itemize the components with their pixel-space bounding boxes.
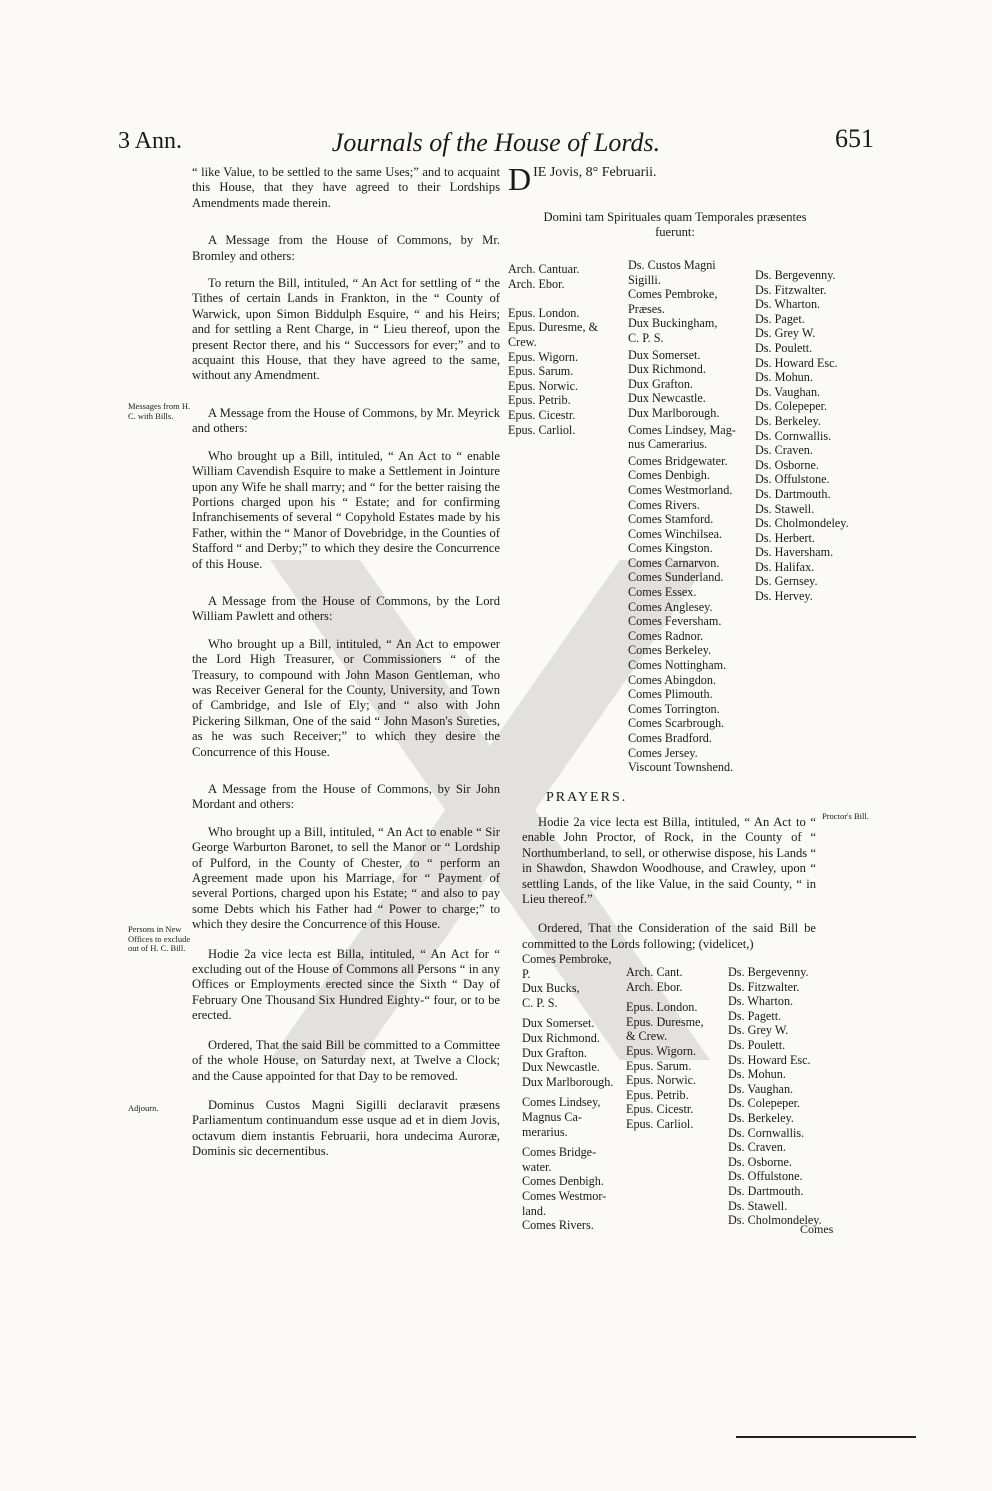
list-item: Ds. Offulstone. bbox=[728, 1169, 803, 1184]
list-item: Comes Jersey. bbox=[628, 745, 698, 760]
list-item: Ds. Mohun. bbox=[755, 370, 813, 385]
list-item: & Crew. bbox=[626, 1029, 668, 1044]
list-item: Dux Newcastle. bbox=[522, 1060, 600, 1075]
list-item: Ds. Mohun. bbox=[728, 1067, 786, 1082]
list-item: Arch. Ebor. bbox=[626, 979, 683, 994]
message-heading: A Message from the House of Commons, by Mr. Bromley and others: bbox=[192, 233, 500, 263]
list-item: Epus. Sarum. bbox=[626, 1058, 692, 1073]
list-item: Ds. Paget. bbox=[755, 311, 805, 326]
list-item: Ds. Pagett. bbox=[728, 1008, 782, 1023]
list-item: Epus. Carliol. bbox=[508, 422, 576, 437]
list-item: Comes Westmorland. bbox=[628, 482, 733, 497]
list-item: Ds. Craven. bbox=[755, 443, 813, 458]
list-item: nus Camerarius. bbox=[628, 437, 708, 452]
list-item: Ds. Fitzwalter. bbox=[755, 282, 827, 297]
page-title: Journals of the House of Lords. bbox=[331, 128, 661, 157]
list-item: Comes Pembroke, bbox=[628, 287, 718, 302]
list-item: Comes Bridge- bbox=[522, 1145, 597, 1160]
list-item: Ds. Grey W. bbox=[755, 326, 816, 341]
list-item: Ds. Cholmondeley. bbox=[755, 516, 849, 531]
list-item: Comes Abingdon. bbox=[628, 672, 717, 687]
list-item: Comes Nottingham. bbox=[628, 658, 727, 673]
list-item: Epus. Carliol. bbox=[626, 1116, 694, 1131]
list-item: Ds. Wharton. bbox=[728, 994, 794, 1009]
paragraph: Hodie 2a vice lecta est Billa, intituled, “ An Act to “ enable John Proctor, of Rock, in the County of “ Northumberland, to sell, or otherwise dispose, his Lands “ in Shawdon, Shawdon Woodhouse, and Crawley, upon “ settling Lands, of the like Value, in the said County, “ in Lieu thereof.” bbox=[522, 815, 816, 907]
left-column bbox=[192, 165, 500, 1172]
list-item: Viscount Townshend. bbox=[628, 760, 734, 775]
list-item: Arch. Cant. bbox=[626, 965, 683, 979]
list-item: Dux Richmond. bbox=[628, 362, 706, 377]
catchword: Comes bbox=[800, 1222, 834, 1236]
list-item: Arch. Ebor. bbox=[508, 276, 565, 291]
list-item: Ds. Herbert. bbox=[755, 530, 815, 545]
list-item: Ds. Dartmouth. bbox=[728, 1183, 804, 1198]
list-item: Dux Richmond. bbox=[522, 1030, 600, 1045]
list-item: Epus. Petrib. bbox=[508, 393, 571, 408]
list-item: Sigilli. bbox=[628, 272, 661, 287]
list-item: Ds. Bergevenny. bbox=[755, 268, 836, 282]
list-item: Ds. Osborne. bbox=[755, 457, 819, 472]
paragraph: Who brought up a Bill, intituled, “ An Act to empower the Lord High Treasurer, or Commissioners “ of the Treasury, to compound with John Mason Gentleman, who was Receiver General for the County, University, and Town of Cambridge, and Isle of Ely; and “ also with John Pickering Silkman, One of the said “ John Mason's Sureties, as he was such Receiver;” to which they desire the Concurrence of this House. bbox=[192, 636, 500, 759]
list-item: land. bbox=[522, 1203, 547, 1218]
message-heading: A Message from the House of Commons, by the Lord William Pawlett and others: bbox=[192, 593, 500, 624]
list-item: Dux Marlborough. bbox=[522, 1074, 614, 1089]
margin-note: Adjourn. bbox=[128, 1103, 159, 1113]
list-item: Ds. Fitzwalter. bbox=[728, 979, 800, 994]
list-item: Comes Torrington. bbox=[628, 701, 720, 716]
list-item: Dux Grafton. bbox=[522, 1045, 587, 1060]
list-item: Comes Winchilsea. bbox=[628, 526, 723, 541]
list-item: Ds. Berkeley. bbox=[755, 413, 821, 428]
present-bishops-list bbox=[508, 262, 598, 437]
message-heading: A Message from the House of Commons, by Sir John Mordant and others: bbox=[192, 782, 500, 812]
present-barons-list bbox=[755, 268, 849, 604]
list-item: Ds. Hervey. bbox=[755, 589, 813, 604]
section-heading: PRAYERS. bbox=[546, 790, 628, 805]
list-item: P. bbox=[522, 966, 531, 981]
footer-rule bbox=[736, 1436, 916, 1438]
list-item: Comes Carnarvon. bbox=[628, 555, 720, 570]
list-item: Ds. Poulett. bbox=[728, 1037, 786, 1052]
list-item: Comes Bridgewater. bbox=[628, 453, 728, 468]
list-item: Dux Newcastle. bbox=[628, 391, 706, 406]
list-item: Comes Bradford. bbox=[628, 731, 712, 745]
list-item: Ds. Haversham. bbox=[755, 545, 834, 560]
list-item: Dux Marlborough. bbox=[628, 405, 720, 420]
list-item: Ds. Berkeley. bbox=[728, 1110, 794, 1125]
list-item: Epus. Wigorn. bbox=[626, 1043, 697, 1058]
list-item: Ds. Stawell. bbox=[755, 501, 815, 516]
list-item: Comes Essex. bbox=[628, 585, 697, 600]
list-item: Ds. Dartmouth. bbox=[755, 486, 831, 501]
list-item: Ds. Grey W. bbox=[728, 1023, 789, 1038]
committee-barons-list bbox=[728, 965, 822, 1228]
list-item: Ds. Craven. bbox=[728, 1140, 786, 1155]
list-item: Comes Lindsey, Mag- bbox=[628, 422, 736, 437]
list-item: Ds. Colepeper. bbox=[755, 399, 828, 414]
list-item: Ds. Howard Esc. bbox=[728, 1052, 811, 1067]
list-item: Comes Rivers. bbox=[522, 1218, 594, 1233]
date-text: IE Jovis, 8° Februarii. bbox=[533, 165, 657, 180]
proctor-bill-text bbox=[522, 815, 816, 964]
paragraph: Who brought up a Bill, intituled, “ An Act to enable “ Sir George Warburton Baronet, to sell the Manor or “ Lordship of Pulford, in the County of Chester, to “ perform an Agreement made upon his Marriage, for “ Payment of several Portions, charged upon his Estate; “ and also to pay some Debts which his Father had “ Power to charge;” to which they desire the Concurrence of this House. bbox=[192, 824, 500, 932]
paragraph: Hodie 2a vice lecta est Billa, intituled, “ An Act for “ excluding out of the House of Commons all Persons “ in any Offices or Employments erected since the Sixth “ Day of February One Thousand Six Hundred Eighty-“ four, or to be erected. bbox=[192, 946, 500, 1023]
list-item: Epus. Sarum. bbox=[508, 364, 574, 379]
list-item: Ds. Colepeper. bbox=[728, 1096, 801, 1111]
list-item: Epus. London. bbox=[626, 1000, 698, 1015]
committee-peers-list bbox=[522, 952, 613, 1233]
list-item: Dux Bucks, bbox=[522, 981, 580, 996]
regnal-year: 3 Ann. bbox=[118, 128, 183, 154]
list-item: water. bbox=[522, 1159, 552, 1174]
list-item: Arch. Cantuar. bbox=[508, 262, 580, 276]
list-item: Dux Buckingham, bbox=[628, 316, 718, 331]
present-peers-list bbox=[628, 258, 736, 775]
list-item: Comes Rivers. bbox=[628, 497, 700, 512]
present-heading: Domini tam Spirituales quam Temporales præsentes fuerunt: bbox=[543, 210, 807, 239]
list-item: Comes Radnor. bbox=[628, 628, 704, 643]
list-item: Ds. Osborne. bbox=[728, 1154, 792, 1169]
list-item: Ds. Vaughan. bbox=[728, 1081, 794, 1096]
list-item: Epus. Duresme, bbox=[626, 1014, 704, 1029]
list-item: Ds. Offulstone. bbox=[755, 472, 830, 487]
page-number: 651 bbox=[835, 124, 874, 153]
list-item: Epus. Cicestr. bbox=[508, 407, 576, 422]
list-item: Dux Somerset. bbox=[628, 347, 701, 362]
list-item: Epus. London. bbox=[508, 305, 580, 320]
margin-note: Proctor's Bill. bbox=[822, 811, 869, 821]
list-item: C. P. S. bbox=[628, 330, 664, 345]
committee-bishops-list bbox=[626, 965, 704, 1132]
paragraph: Ordered, That the said Bill be committed to a Committee of the whole House, on Saturday next, at Twelve a Clock; and the Cause appointed for that Day to be removed. bbox=[192, 1037, 500, 1083]
list-item bbox=[508, 291, 598, 306]
list-item: Præses. bbox=[628, 301, 665, 316]
list-item: Comes Lindsey, bbox=[522, 1095, 601, 1110]
list-item: Ds. Cholmondeley. bbox=[728, 1213, 822, 1228]
list-item: Ds. Cornwallis. bbox=[728, 1125, 805, 1140]
list-item: Comes Scarbrough. bbox=[628, 716, 725, 731]
list-item: Comes Pembroke, bbox=[522, 952, 612, 966]
paragraph: “ like Value, to be settled to the same Uses;” and to acquaint this House, that they have agreed to their Lordships Amendments made therein. bbox=[192, 165, 500, 210]
paragraph: Dominus Custos Magni Sigilli declaravit præsens Parliamentum continuandum esse usque ad et in diem Jovis, octavum diem instantis Februarii, hora undecima Auroræ, Dominis sic decernentibus. bbox=[192, 1097, 500, 1159]
list-item: Comes Sunderland. bbox=[628, 570, 724, 585]
list-item: Ds. Custos Magni bbox=[628, 258, 716, 272]
list-item: Ds. Bergevenny. bbox=[728, 965, 809, 979]
list-item: Ds. Stawell. bbox=[728, 1198, 788, 1213]
list-item: Epus. Cicestr. bbox=[626, 1102, 694, 1117]
list-item: Comes Anglesey. bbox=[628, 599, 713, 614]
margin-note: Messages from H. C. with Bills. bbox=[128, 401, 191, 421]
list-item: Epus. Petrib. bbox=[626, 1087, 689, 1102]
list-item: Comes Plimouth. bbox=[628, 687, 713, 702]
list-item: merarius. bbox=[522, 1124, 568, 1139]
list-item: Epus. Wigorn. bbox=[508, 349, 579, 364]
paragraph: To return the Bill, intituled, “ An Act for settling of “ the Tithes of certain Lands in Frankton, in the “ County of Warwick, upon Simon Biddulph Esquire, “ and his Heirs; and for settling a Rent Charge, in “ Lieu thereof, upon the present Rector there, and his “ Successors for ever;” and to acquaint this House, that they have agreed to the same, without any Amendment. bbox=[192, 276, 500, 383]
list-item: Ds. Vaughan. bbox=[755, 384, 821, 399]
list-item: Comes Berkeley. bbox=[628, 643, 712, 658]
list-item: Dux Somerset. bbox=[522, 1016, 595, 1031]
message-heading: A Message from the House of Commons, by Mr. Meyrick and others: bbox=[192, 405, 500, 436]
list-item: Comes Denbigh. bbox=[522, 1174, 604, 1189]
list-item: Dux Grafton. bbox=[628, 376, 693, 391]
paragraph: Who brought up a Bill, intituled, “ An Act to “ enable William Cavendish Esquire to make a Settlement in Jointure upon any Wife he shall marry; and “ for the better raising the Portions charged upon his “ Estate; and for confirming Infranchisements of several “ Copyhold Estates made by his Father, within the “ Manor of Dovebridge, in the Counties of Stafford “ and Derby;” to which they desire the Concurrence of this House. bbox=[192, 448, 500, 571]
list-item: Ds. Gernsey. bbox=[755, 574, 818, 589]
list-item: Epus. Duresme, & bbox=[508, 320, 599, 335]
list-item: Ds. Howard Esc. bbox=[755, 355, 838, 370]
list-item: Comes Feversham. bbox=[628, 614, 722, 629]
list-item: Ds. Poulett. bbox=[755, 340, 813, 355]
list-item: Magnus Ca- bbox=[522, 1109, 582, 1124]
list-item: Ds. Wharton. bbox=[755, 297, 821, 312]
list-item: Crew. bbox=[508, 334, 537, 349]
list-item: Ds. Cornwallis. bbox=[755, 428, 832, 443]
list-item: Comes Denbigh. bbox=[628, 468, 710, 483]
sitting-date bbox=[508, 161, 828, 197]
drop-cap: D bbox=[508, 161, 532, 197]
paragraph: Ordered, That the Consideration of the said Bill be committed to the Lords following; (videlicet,) bbox=[522, 921, 816, 951]
list-item: Epus. Norwic. bbox=[508, 378, 579, 393]
list-item: Ds. Halifax. bbox=[755, 559, 815, 574]
list-item: Comes Stamford. bbox=[628, 512, 714, 527]
list-item: C. P. S. bbox=[522, 995, 558, 1010]
list-item: Comes Kingston. bbox=[628, 541, 713, 556]
list-item: Epus. Norwic. bbox=[626, 1073, 697, 1088]
list-item: Comes Westmor- bbox=[522, 1188, 607, 1203]
margin-note: Persons in New Offices to exclude out of H. C. Bill. bbox=[128, 924, 191, 953]
